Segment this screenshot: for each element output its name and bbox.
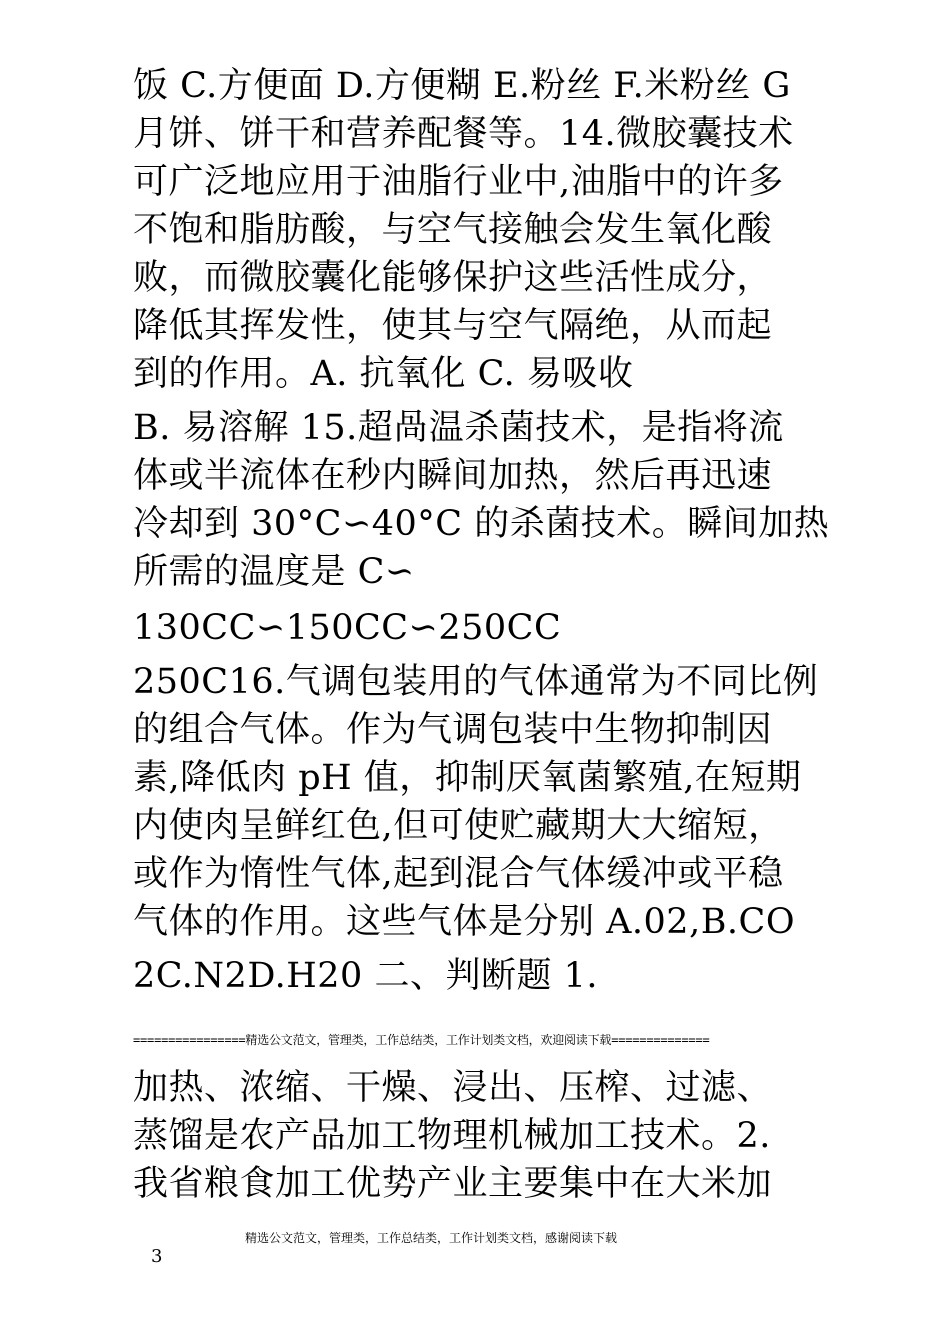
body-text-line: 加热、浓缩、干燥、浸出、压榨、过滤、 bbox=[133, 1068, 773, 1108]
body-text-line: 130CC∽150CC∽250CC bbox=[133, 608, 562, 648]
body-text-line: 冷却到 30°C∽40°C 的杀菌技术。瞬间加热 bbox=[133, 504, 830, 544]
body-text-line: 内使肉呈鲜红色,但可使贮藏期大大缩短， bbox=[133, 806, 784, 846]
body-text-line: 不饱和脂肪酸，与空气接触会发生氧化酸 bbox=[133, 210, 773, 250]
body-text-line: 饭 C.方便面 D.方便糊 E.粉丝 F.米粉丝 G bbox=[133, 66, 791, 106]
body-text-line: 素,降低肉 pH 值，抑制厌氧菌繁殖,在短期 bbox=[133, 758, 802, 798]
body-text-line: B. 易溶解 15.超咼温杀菌技术，是指将流 bbox=[133, 408, 784, 448]
body-text-line: 体或半流体在秒内瞬间加热，然后再迅速 bbox=[133, 456, 773, 496]
body-text-line: 或作为惰性气体,起到混合气体缓冲或平稳 bbox=[133, 854, 784, 894]
body-text-line: 所需的温度是 C∽ bbox=[133, 552, 415, 592]
body-text-line: 气体的作用。这些气体是分别 A.02,B.CO bbox=[133, 902, 796, 942]
body-text-line: 到的作用。A. 抗氧化 C. 易吸收 bbox=[133, 354, 634, 394]
page-number: 3 bbox=[151, 1246, 163, 1267]
body-text-line: 我省粮食加工优势产业主要集中在大米加 bbox=[133, 1164, 773, 1204]
page-divider-note: ================精选公文范文，管理类，工作总结类，工作计划类文档，欢迎阅读下载============== bbox=[133, 1033, 710, 1047]
body-text-line: 的组合气体。作为气调包装中生物抑制因 bbox=[133, 710, 773, 750]
body-text-line: 250C16.气调包装用的气体通常为不同比例 bbox=[133, 662, 819, 702]
body-text-line: 降低其挥发性，使其与空气隔绝，从而起 bbox=[133, 306, 773, 346]
body-text-line: 2C.N2D.H20 二、判断题 1. bbox=[133, 956, 598, 996]
body-text-line: 败，而微胶囊化能够保护这些活性成分， bbox=[133, 258, 773, 298]
footer-note: 精选公文范文，管理类，工作总结类，工作计划类文档，感谢阅读下载 bbox=[245, 1231, 618, 1245]
body-text-line: 月饼、饼干和营养配餐等。14.微胶囊技术 bbox=[133, 114, 794, 154]
body-text-line: 可广泛地应用于油脂行业中,油脂中的许多 bbox=[133, 162, 784, 202]
body-text-line: 蒸馏是农产品加工物理机械加工技术。2. bbox=[133, 1116, 771, 1156]
